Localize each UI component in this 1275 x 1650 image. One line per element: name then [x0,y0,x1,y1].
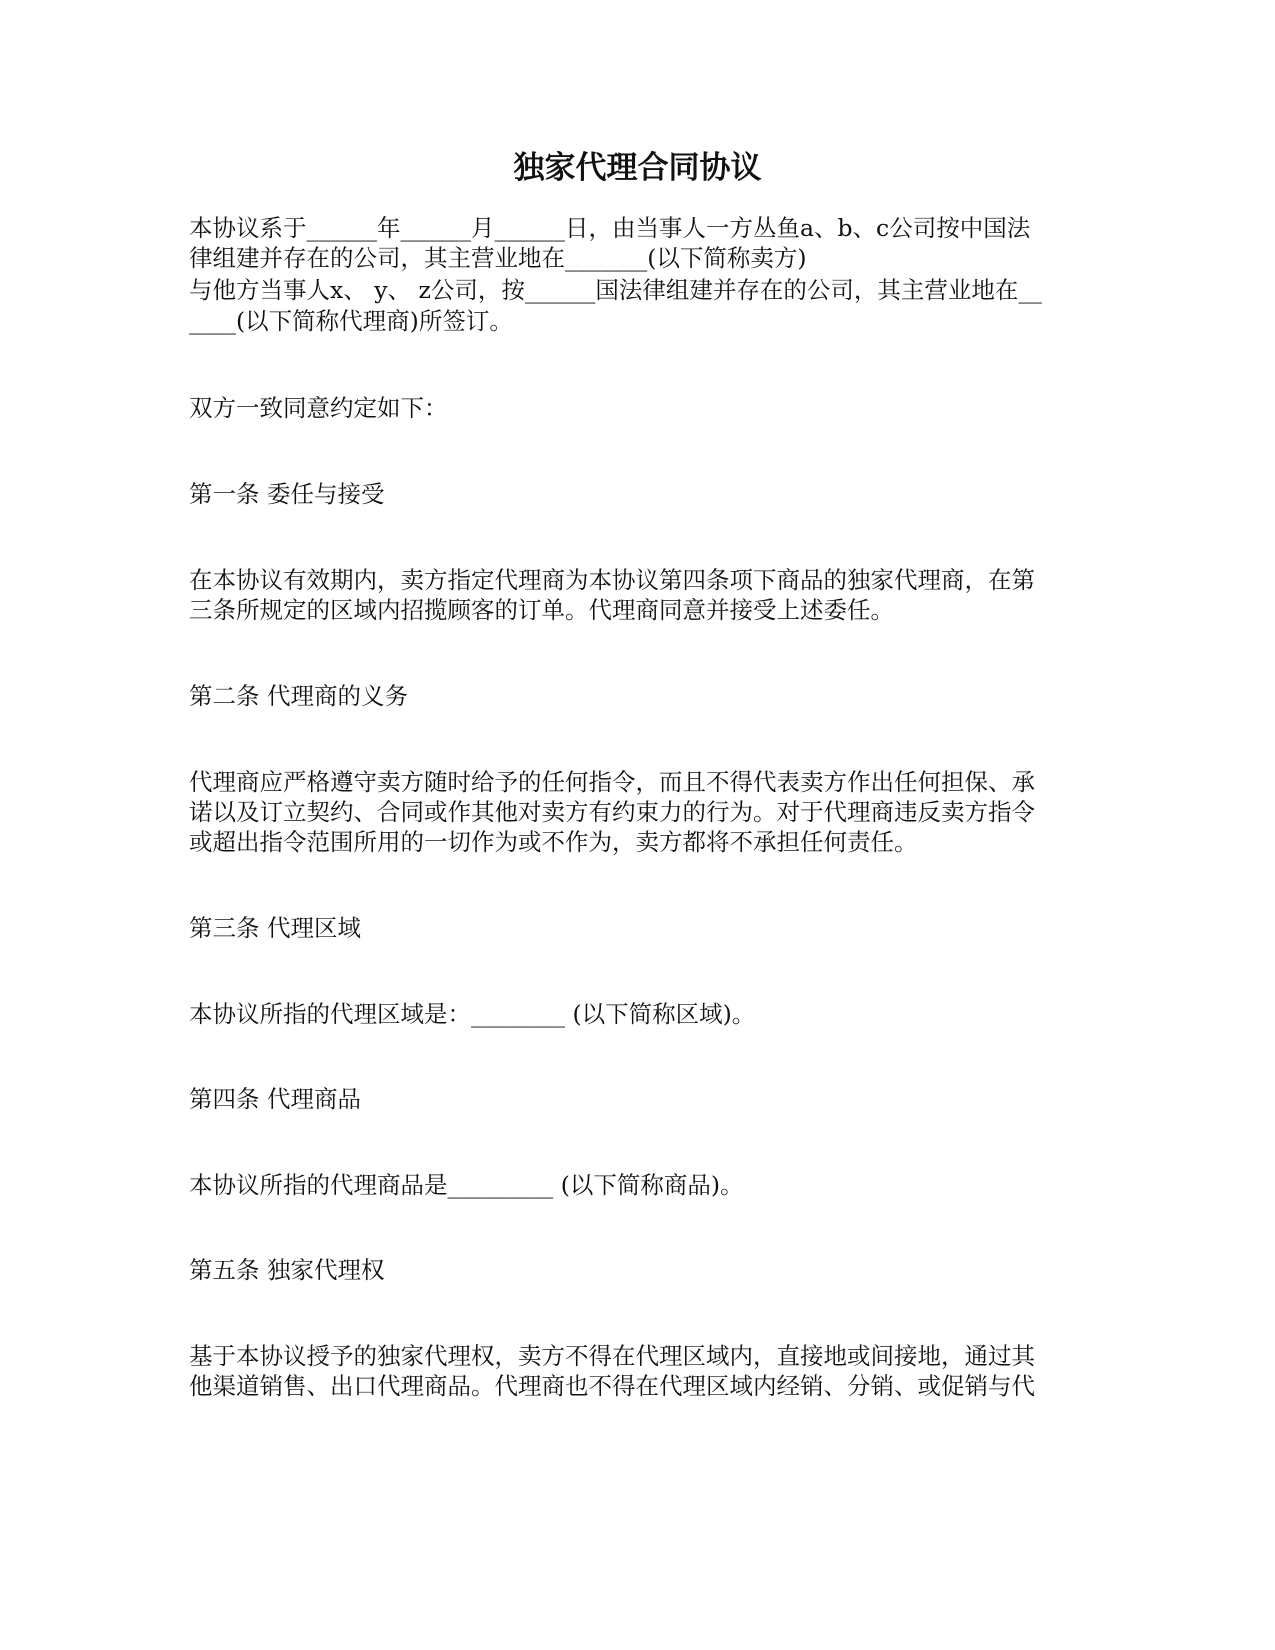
article-1-body-line: 三条所规定的区域内招揽顾客的订单。代理商同意并接受上述委任。 [189,596,894,624]
article-3-heading: 第三条 代理区域 [189,914,361,942]
intro-line: 本协议系于______年______月______日，由当事人一方丛鱼a、b、c公司按中国法 [189,214,1031,242]
article-5-body-line: 他渠道销售、出口代理商品。代理商也不得在代理区域内经销、分销、或促销与代 [189,1372,1035,1400]
article-4-body: 本协议所指的代理商品是_________ (以下简称商品)。 [189,1171,744,1199]
article-2-body-line: 诺以及订立契约、合同或作其他对卖方有约束力的行为。对于代理商违反卖方指令 [189,798,1035,826]
article-5-heading: 第五条 独家代理权 [189,1256,385,1284]
intro-line: 律组建并存在的公司，其主营业地在_______(以下简称卖方) [189,244,807,272]
article-1-body-line: 在本协议有效期内，卖方指定代理商为本协议第四条项下商品的独家代理商，在第 [189,566,1035,594]
article-2-heading: 第二条 代理商的义务 [189,682,408,710]
document-title: 独家代理合同协议 [513,150,762,186]
article-4-heading: 第四条 代理商品 [189,1085,361,1113]
article-2-body-line: 代理商应严格遵守卖方随时给予的任何指令，而且不得代表卖方作出任何担保、承 [189,768,1035,796]
agreement-statement: 双方一致同意约定如下： [189,394,448,422]
article-5-body-line: 基于本协议授予的独家代理权，卖方不得在代理区域内，直接地或间接地，通过其 [189,1342,1035,1370]
intro-line: ____(以下简称代理商)所签订。 [189,307,513,335]
article-3-body: 本协议所指的代理区域是：________ (以下简称区域)。 [189,1000,756,1028]
intro-line: 与他方当事人x、 y、 z公司，按______国法律组建并存在的公司，其主营业地在__ [189,276,1042,304]
article-1-heading: 第一条 委任与接受 [189,480,385,508]
article-2-body-line: 或超出指令范围所用的一切作为或不作为，卖方都将不承担任何责任。 [189,828,918,856]
